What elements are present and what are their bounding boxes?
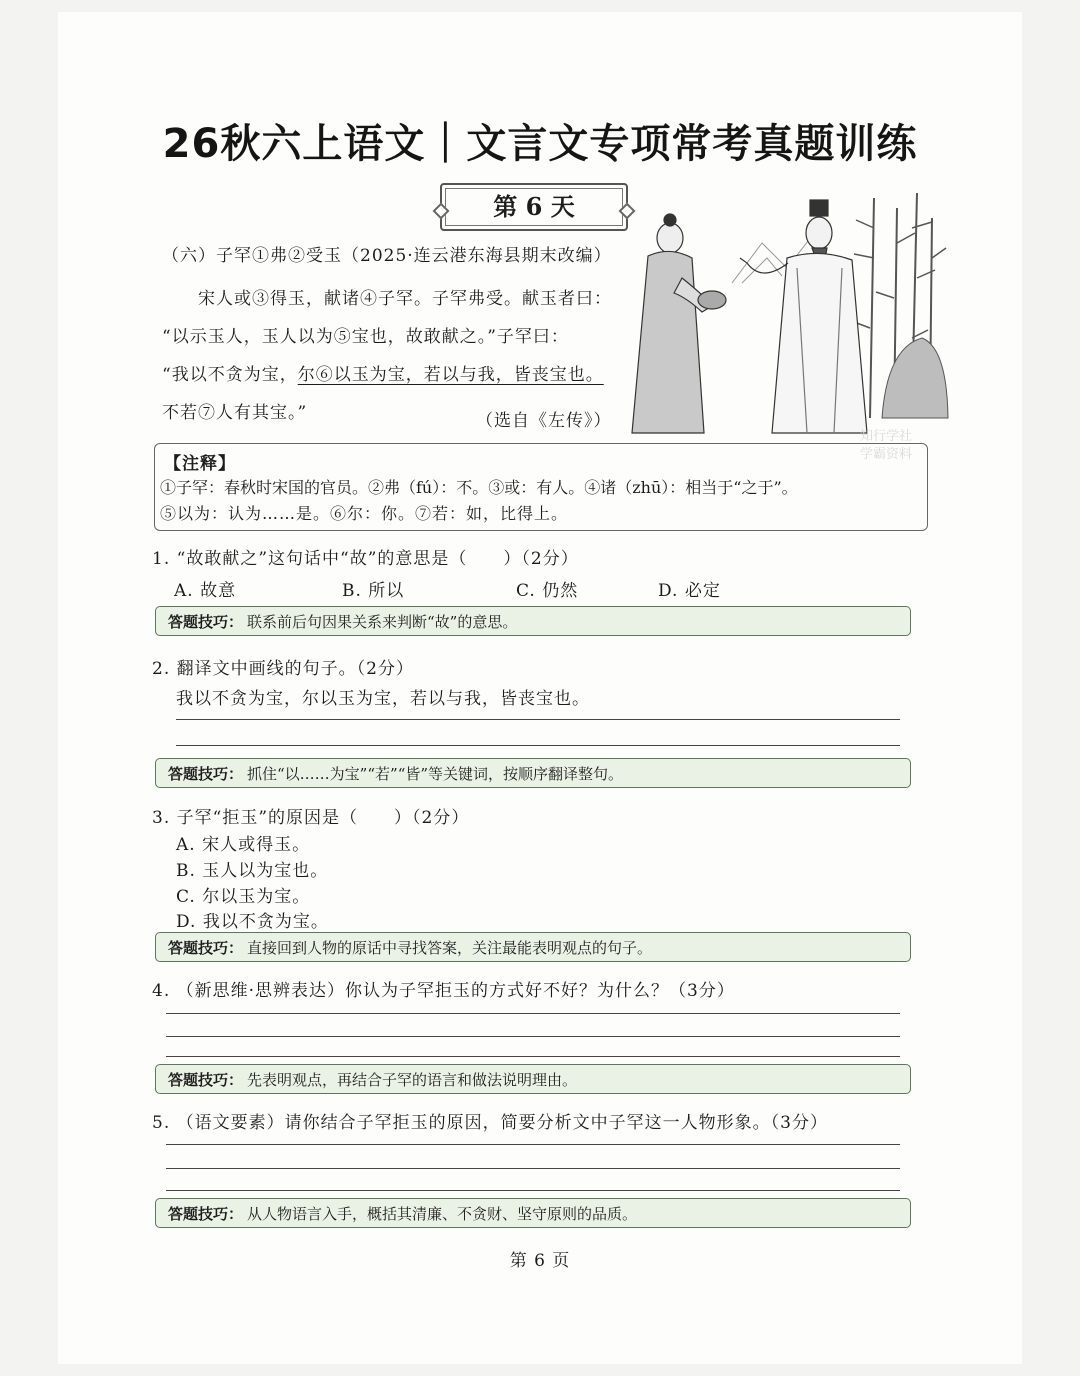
q4-answer-line-1[interactable] [166, 1013, 900, 1014]
q1-tip-label: 答题技巧： [168, 613, 244, 631]
q3-option-b[interactable]: B. 玉人以为宝也。 [176, 861, 329, 881]
watermark-line-1: 知行学社 [860, 429, 913, 444]
q2-answer-line-1[interactable] [176, 719, 900, 720]
question-4-stem: 4. （新思维·思辨表达）你认为子罕拒玉的方式好不好？为什么？（3分） [152, 981, 735, 1001]
passage-heading: （六）子罕①弗②受玉（2025·连云港东海县期末改编） [162, 246, 612, 266]
q1-tip-box [155, 606, 911, 636]
q3-option-d[interactable]: D. 我以不贪为宝。 [176, 912, 329, 932]
q3-option-a[interactable]: A. 宋人或得玉。 [176, 835, 311, 855]
q5-tip-text: 从人物语言入手，概括其清廉、不贪财、坚守原则的品质。 [247, 1205, 638, 1223]
servant-figure [632, 214, 726, 433]
q5-answer-line-3[interactable] [166, 1190, 900, 1191]
watermark-line-2: 学霸资料 [860, 447, 913, 462]
q4-tip-text: 先表明观点，再结合子罕的语言和做法说明理由。 [247, 1071, 578, 1089]
q1-tip-text: 联系前后句因果关系来判断“故”的意思。 [247, 613, 518, 631]
q3-option-c[interactable]: C. 尔以玉为宝。 [176, 887, 311, 907]
q4-tip-label: 答题技巧： [168, 1071, 244, 1089]
q4-answer-line-3[interactable] [166, 1056, 900, 1057]
q2-tip-label: 答题技巧： [168, 765, 244, 783]
q1-option-a[interactable]: A. 故意 [174, 581, 237, 601]
q2-answer-line-2[interactable] [176, 745, 900, 746]
q1-option-c[interactable]: C. 仍然 [516, 581, 579, 601]
watermark [860, 428, 912, 464]
question-1-stem: 1. “故敢献之”这句话中“故”的意思是（ ）（2分） [152, 549, 579, 569]
question-3-stem: 3. 子罕“拒玉”的原因是（ ）（2分） [152, 808, 470, 828]
passage-line-1: 宋人或③得玉，献诸④子罕。子罕弗受。献玉者曰： [198, 289, 612, 309]
day-label: 第 6 天 [493, 192, 575, 221]
q5-answer-line-2[interactable] [166, 1168, 900, 1169]
q1-option-d[interactable]: D. 必定 [658, 581, 721, 601]
official-figure [740, 200, 867, 433]
q2-tip-text: 抓住“以……为宝”“若”“皆”等关键词，按顺序翻译整句。 [247, 765, 624, 783]
q1-option-b[interactable]: B. 所以 [342, 581, 405, 601]
q5-tip-box [155, 1198, 911, 1228]
question-2-stem: 2. 翻译文中画线的句子。（2分） [152, 659, 414, 679]
question-5-stem: 5. （语文要素）请你结合子罕拒玉的原因，简要分析文中子罕这一人物形象。（3分） [152, 1113, 828, 1133]
underlined-sentence: 尔⑥以玉为宝，若以与我，皆丧宝也。 [297, 365, 604, 385]
passage-line-3-plain: “我以不贪为宝， [162, 365, 298, 385]
q3-tip-box [155, 932, 911, 962]
passage-source: （选自《左传》） [476, 411, 612, 431]
q4-tip-box [155, 1064, 911, 1094]
day-banner [440, 183, 628, 231]
q4-answer-line-2[interactable] [166, 1036, 900, 1037]
q2-sentence: 我以不贪为宝，尔以玉为宝，若以与我，皆丧宝也。 [176, 689, 590, 709]
rock-icon [882, 338, 948, 418]
passage-line-4: 不若⑦人有其宝。” [162, 403, 308, 423]
q2-tip-box [155, 758, 911, 788]
q3-tip-text: 直接回到人物的原话中寻找答案，关注最能表明观点的句子。 [247, 939, 653, 957]
notes-line-1: ①子罕：春秋时宋国的官员。②弗（fú）：不。③或：有人。④诸（zhū）：相当于“之于”。 [160, 478, 798, 497]
passage-line-2: “以示玉人，玉人以为⑤宝也，故敢献之。”子罕曰： [162, 327, 569, 347]
page-title: 26秋六上语文｜文言文专项常考真题训练 [162, 121, 918, 167]
notes-line-2: ⑤以为：认为……是。⑥尔：你。⑦若：如，比得上。 [160, 504, 569, 523]
illustration-scholars [612, 188, 952, 438]
q3-tip-label: 答题技巧： [168, 939, 244, 957]
q5-answer-line-1[interactable] [166, 1144, 900, 1145]
q5-tip-label: 答题技巧： [168, 1205, 244, 1223]
page-number: 第 6 页 [509, 1251, 571, 1271]
notes-heading: 【注释】 [164, 454, 236, 474]
passage-line-3 [162, 360, 604, 385]
